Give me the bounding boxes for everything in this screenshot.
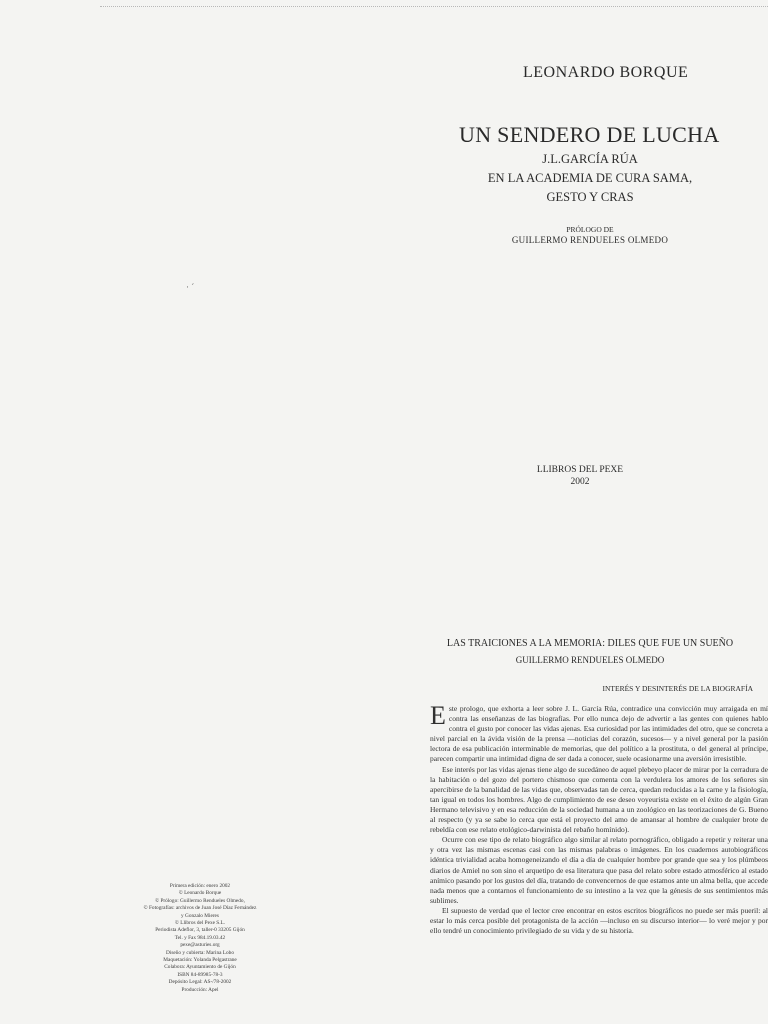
prologue-body (430, 701, 768, 936)
body-paragraph: Ese interés por las vidas ajenas tiene algo de sucedáneo de aquel plebeyo placer de mirar por la cerradura de la habitación o del gozo del portero chismoso que comenta con la verdulera los amores de los señores sin apercibirse de la banalidad de las vidas que, observadas tan de cerca, quedan reducidas a la carne y la fisiología, tan igual en todos los hombres. Algo de cumplimiento de ese deseo voyeurista existe en el éxito de algún Gran Hermano televisivo y en esa reducción de la sociedad humana a un zoológico en las teorizaciones de G. Bueno al respecto (y ya se sabe lo cerca que está el proyecto del amo de amansar al hombre de cualquier brote de rebeldía con ese relato etológico-darwinista del rebaño homínido). (430, 764, 768, 835)
credit-line: Colabora: Ayuntamiento de Gijón (164, 964, 236, 971)
credit-line: © Leonardo Borque (178, 890, 222, 897)
credit-line: © Llibros del Pexe S.L. (174, 920, 226, 927)
publisher-name: LLIBROS DEL PEXE (536, 465, 624, 475)
subtitle-line: EN LA ACADEMIA DE CURA SAMA, (487, 171, 693, 185)
chapter-author: GUILLERMO RENDUELES OLMEDO (515, 655, 665, 665)
credit-line: Tel. y Fax 984.19.03.42 (174, 934, 226, 941)
credit-line: Periodista Adeflor, 3, taller-0 33205 Gijón (155, 927, 245, 934)
section-heading: INTERÉS Y DESINTERÉS DE LA BIOGRAFÍA (602, 684, 753, 693)
book-author: LEONARDO BORQUE (523, 64, 689, 81)
body-paragraph: El supuesto de verdad que el lector cree encontrar en estos escritos biográficos no puede ser más pueril: al estar lo más cerca posible del protagonista de la acción —incluso en su discurso interior— lo veré mejor y por ello tendré un conocimiento privilegiado de su vida y de su historia. (430, 905, 768, 936)
body-paragraph: Ocurre con ese tipo de relato biográfico algo similar al relato pornográfico, obligado a repetir y reiterar una y otra vez las mismas escenas casi con las mismas palabras o imágenes. En los cuadernos autobiográficos idéntica trivialidad acaba homogeneizando el día a día de cualquier hombre por grande que sea y los plúmbeos diarios de Amiel no son sino el arquetipo de esa literatura que pasa del relato sobre estado atmosférico al estado anímico pasando por los gustos del día, tratando de convencernos de que estamos ante un alma bella, que accede nada menos que a contarnos el funcionamiento de su intestino a la vez que la génesis de sus sentimientos más sublimes. (430, 835, 768, 905)
prologue-author: GUILLERMO RENDUELES OLMEDO (511, 235, 669, 245)
body-paragraph (430, 701, 768, 765)
credit-line: y Gonzalo Mieres (181, 912, 219, 919)
credit-line: ISBN 84-89985-78-3 (177, 971, 223, 978)
credit-line: © Fotografías: archivos de Juan José Díaz Fernández (143, 905, 257, 912)
credit-line: Producción: Apel (181, 986, 219, 993)
credit-line: Maquetación: Yolanda Pelgastrane (163, 957, 237, 964)
credit-line: pexe@asturies.org (180, 942, 220, 949)
publisher-year: 2002 (570, 477, 590, 487)
stray-mark: · ´ (186, 282, 195, 292)
drop-cap: E (430, 701, 446, 730)
credit-line: Diseño y cubierta: Marina Lobo (166, 949, 234, 956)
paragraph-text: ste prologo, que exhorta a leer sobre J. L. García Rúa, contradice una convicción muy arraigada en mí contra las enseñanzas de las biografías. Por ello nunca dejo de advertir a las gentes con quienes hablo contra el gusto por conocer las vidas ajenas. Esa curiosidad por las intimidades del otro, que se concreta a nivel parcial en la ávida visión de la prensa —noticias del corazón, sucesos— y a nivel general por la pasión lectora de esa publicación interminable de memorias, que del político a la prostituta, o del general al príncipe, parecen compartir una intimidad digna de ser dada a conocer, suele ocasionarme una aversión irresistible. (430, 704, 768, 764)
chapter-title: LAS TRAICIONES A LA MEMORIA: DILES QUE FUE UN SUEÑO (446, 638, 734, 649)
subtitle-line: J.L.GARCÍA RÚA (542, 152, 638, 166)
book-subtitle (470, 150, 710, 207)
publisher-block (470, 464, 690, 488)
top-dotted-rule (100, 6, 768, 7)
colophon-credits (110, 883, 290, 994)
credit-line: Depósito Legal: AS-/78-2002 (168, 979, 232, 986)
book-title: UN SENDERO DE LUCHA (459, 122, 720, 147)
credit-line: © Prólogo: Guillermo Rendueles Olmedo, (155, 897, 245, 904)
prologue-label: PRÓLOGO DE (566, 225, 614, 234)
subtitle-line: GESTO Y CRAS (546, 190, 634, 204)
credit-line: Primera edición: enero 2002 (169, 883, 231, 889)
